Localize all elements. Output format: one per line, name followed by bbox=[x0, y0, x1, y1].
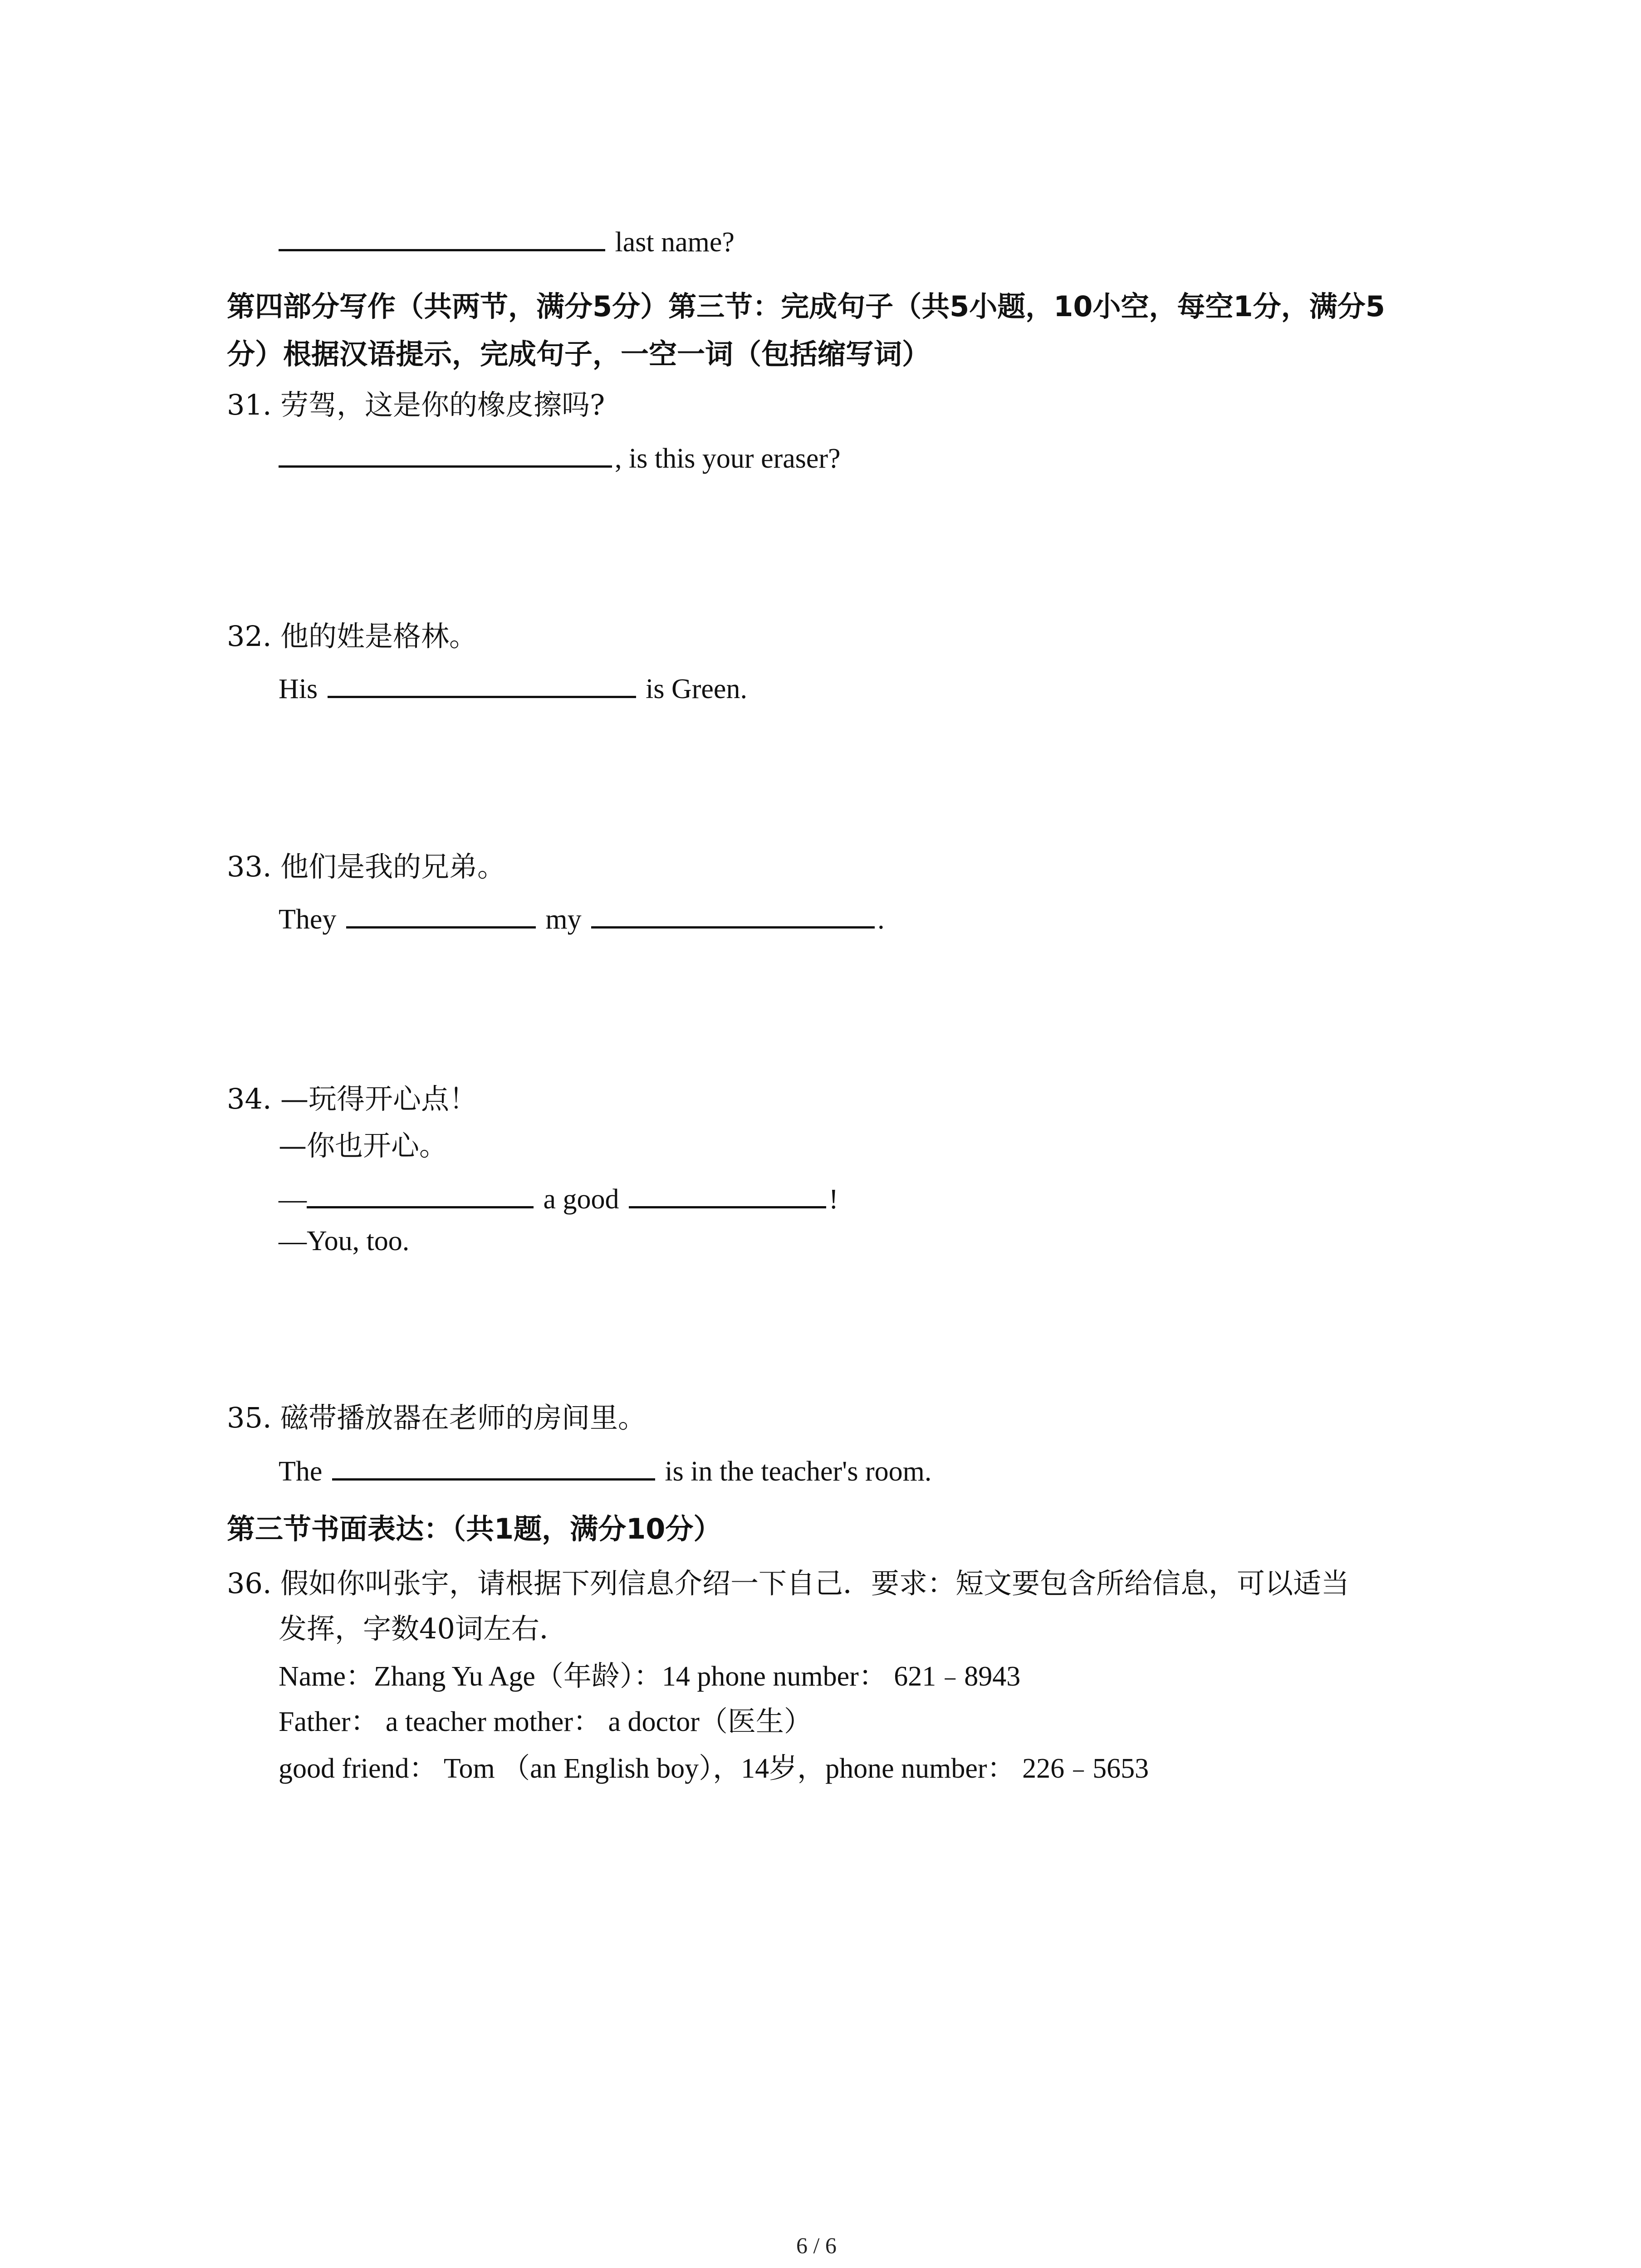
q35-answer-line bbox=[279, 1454, 931, 1486]
q30-answer-line bbox=[279, 225, 735, 256]
q34-dash: — bbox=[279, 1184, 307, 1215]
question-number: 36. bbox=[227, 1567, 272, 1600]
q34-reply: —You, too. bbox=[279, 1226, 410, 1256]
q35-chinese-text: 磁带播放器在老师的房间里。 bbox=[280, 1401, 647, 1434]
q34-middle-text: a good bbox=[543, 1184, 619, 1215]
answer-blank[interactable] bbox=[279, 225, 605, 251]
q32-answer-line bbox=[279, 671, 747, 703]
q34-chinese-line2: —你也开心。 bbox=[279, 1129, 448, 1162]
q36-info-line2: Father： a teacher mother： a doctor（医生） bbox=[279, 1706, 812, 1737]
q36-chinese-line1: 假如你叫张宇，请根据下列信息介绍一下自己．要求：短文要包含所给信息，可以适当 bbox=[280, 1567, 1350, 1600]
answer-blank[interactable] bbox=[328, 671, 636, 698]
section3-header: 第三节书面表达：（共1题，满分10分） bbox=[227, 1512, 722, 1545]
q36-prompt bbox=[227, 1569, 1349, 1598]
q33-middle-text: my bbox=[545, 904, 582, 935]
question-number: 31. bbox=[227, 388, 272, 421]
q33-answer-line bbox=[279, 902, 885, 934]
q34-chinese-line1: —玩得开心点！ bbox=[280, 1082, 478, 1115]
q31-tail-text: , is this your eraser? bbox=[615, 443, 841, 474]
question-number: 34. bbox=[227, 1082, 272, 1115]
q31-chinese-text: 劳驾，这是你的橡皮擦吗? bbox=[280, 388, 605, 421]
q34-exclamation: ! bbox=[829, 1184, 838, 1215]
q32-prompt bbox=[227, 620, 478, 653]
q33-prompt bbox=[227, 850, 506, 883]
q30-tail-text: last name? bbox=[615, 227, 735, 258]
question-number: 35. bbox=[227, 1401, 272, 1434]
q33-chinese-text: 他们是我的兄弟。 bbox=[280, 850, 506, 883]
q34-answer-line bbox=[279, 1182, 838, 1213]
section4-header-line1: 第四部分写作（共两节，满分5分）第三节：完成句子（共5小题，10小空，每空1分，满分5 bbox=[227, 290, 1385, 323]
question-number: 32. bbox=[227, 620, 272, 653]
q35-tail-text: is in the teacher's room. bbox=[665, 1456, 932, 1487]
answer-blank[interactable] bbox=[591, 902, 875, 929]
q32-lead-text: His bbox=[279, 674, 318, 704]
q31-answer-line bbox=[279, 441, 841, 473]
section4-header-line2: 分）根据汉语提示，完成句子，一空一词（包括缩写词） bbox=[227, 337, 931, 371]
q36-info-line1: Name：Zhang Yu Age（年龄）：14 phone number： 621﹣8943 bbox=[279, 1661, 1021, 1692]
answer-blank[interactable] bbox=[307, 1182, 534, 1208]
q35-prompt bbox=[227, 1401, 647, 1434]
q36-info-line3: good friend： Tom （an English boy），14岁，phone number： 226﹣5653 bbox=[279, 1753, 1149, 1784]
answer-blank[interactable] bbox=[629, 1182, 826, 1208]
q36-chinese-line2: 发挥，字数40词左右． bbox=[279, 1612, 568, 1645]
q33-period: . bbox=[877, 904, 885, 935]
q34-prompt bbox=[227, 1082, 478, 1115]
page-number: 6 / 6 bbox=[796, 2233, 837, 2258]
q33-lead-text: They bbox=[279, 904, 337, 935]
q32-chinese-text: 他的姓是格林。 bbox=[280, 620, 478, 653]
answer-blank[interactable] bbox=[279, 441, 612, 468]
q32-tail-text: is Green. bbox=[646, 674, 747, 704]
question-number: 33. bbox=[227, 850, 272, 883]
answer-blank[interactable] bbox=[346, 902, 536, 929]
answer-blank[interactable] bbox=[332, 1454, 655, 1481]
q35-lead-text: The bbox=[279, 1456, 323, 1487]
q31-prompt bbox=[227, 388, 605, 421]
